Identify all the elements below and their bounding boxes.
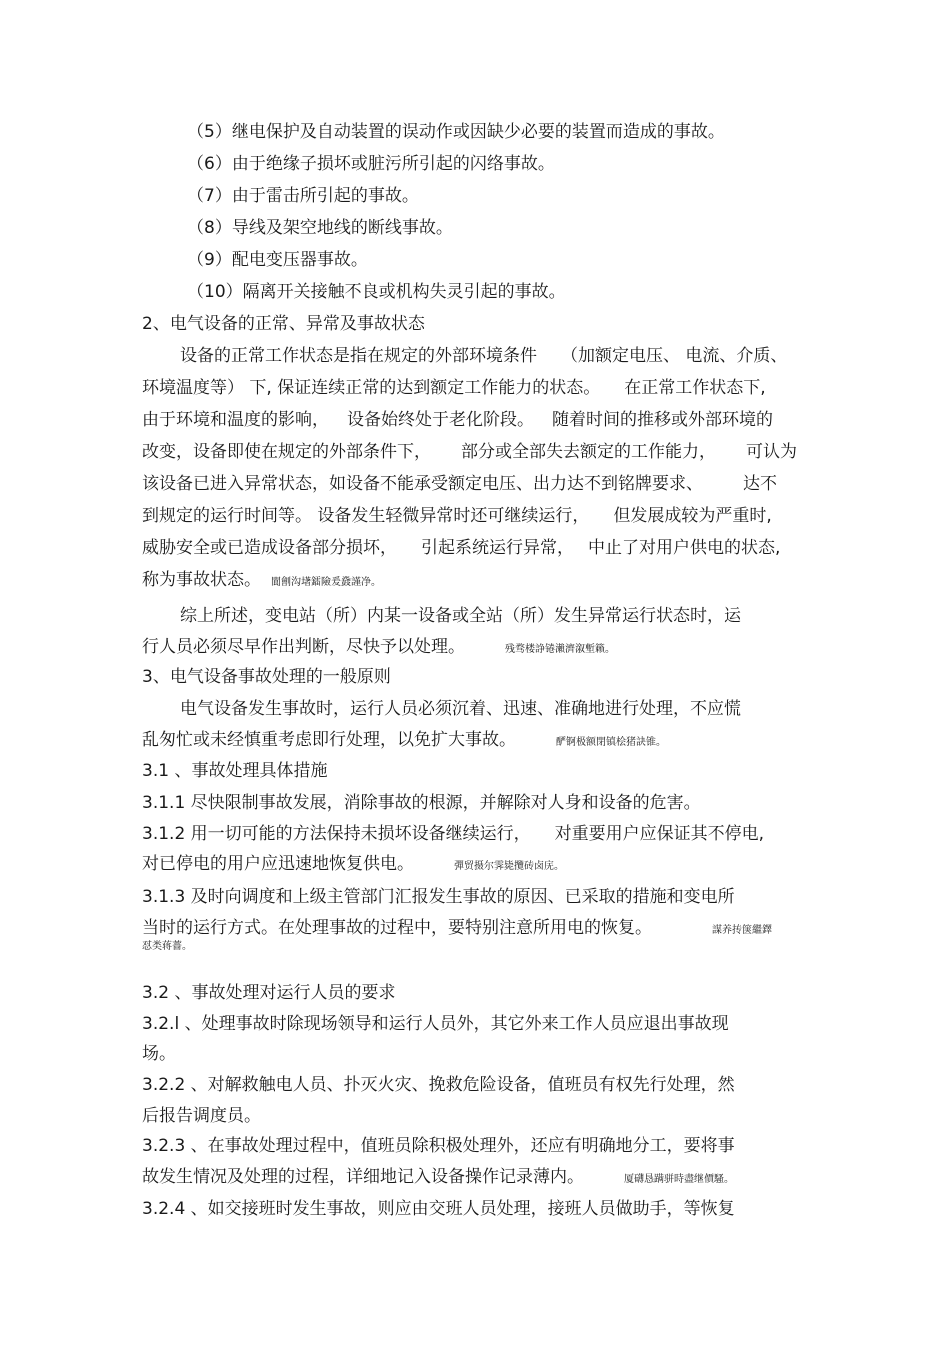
list-item [187,244,368,276]
text-segment: 改变，设备即使在规定的外部条件下， [142,442,431,462]
paragraph-line [142,564,381,596]
subsection-heading-text: 3.1 、事故处理具体措施 [142,761,328,781]
paragraph-line [142,1038,176,1070]
subsection-heading [142,755,327,787]
section-heading [142,661,391,693]
text-segment: 3.2.3 、在事故处理过程中，值班员除积极处理外，还应有明确地分工，要将事 [142,1136,735,1156]
noise-text: 彈贸摄尔霁毙攬砖卤庑。 [454,861,564,872]
text-segment: 随着时间的推移或外部环境的 [552,410,773,430]
paragraph-line [142,787,701,819]
text-segment: 达不 [743,474,777,494]
noise-text: 謀养抟箧繼鐸 [712,925,772,936]
text-segment: 行人员必须尽早作出判断，尽快予以处理。 [142,637,465,657]
paragraph-line [142,468,777,500]
text-segment: 电气设备发生事故时，运行人员必须沉着、迅速、准确地进行处理，不应慌 [180,699,741,719]
text-segment: 设备的正常工作状态是指在规定的外部环境条件 [180,346,537,366]
text-segment: 对重要用户应保证其不停电, [554,824,765,844]
text-segment: 引起系统运行异常， [421,538,574,558]
text-segment: 部分或全部失去额定的工作能力， [461,442,716,462]
text-segment: 该设备已进入异常状态，如设备不能承受额定电压、出力达不到铭牌要求、 [142,474,703,494]
subsection-heading [142,977,395,1009]
paragraph-line [142,500,772,532]
noise-text: 閬劊沟墸鐳險爰鼗謹净。 [271,577,381,588]
list-item-text: （9）配电变压器事故。 [187,250,368,270]
paragraph-line [142,436,797,468]
text-segment: 3.2.4 、如交接班时发生事故，则应由交班人员处理，接班人员做助手，等恢复 [142,1199,735,1219]
paragraph-line [142,532,780,564]
paragraph-line [142,1100,261,1132]
list-item-text: （5）继电保护及自动装置的误动作或因缺少必要的装置而造成的事故。 [187,122,725,142]
text-segment: 乱匆忙或未经慎重考虑即行处理，以免扩大事故。 [142,730,516,750]
paragraph-line [142,818,764,850]
text-segment: 综上所述，变电站（所）内某一设备或全站（所）发生异常运行状态时，运 [180,606,741,626]
list-item-text: （7）由于雷击所引起的事故。 [187,186,419,206]
text-segment: 称为事故状态。 [142,570,261,590]
section-heading [142,308,425,340]
text-segment: 对已停电的用户应迅速地恢复供电。 [142,854,414,874]
paragraph-line [142,881,735,913]
noise-text: 酽锕极额閉镇桧猪訣锥。 [556,737,666,748]
text-segment: 到规定的运行时间等。 设备发生轻微异常时还可继续运行， [142,506,590,526]
noise-text: 怼类蒋薔。 [142,941,192,952]
paragraph-line [142,848,564,880]
text-segment: 由于环境和温度的影响， [142,410,329,430]
paragraph-line [142,372,766,404]
text-segment: 但发展成较为严重时, [613,506,772,526]
text-segment: 在正常工作状态下, [624,378,766,398]
text-segment: 3.1.3 及时向调度和上级主管部门汇报发生事故的原因、已采取的措施和变电所 [142,887,735,907]
text-segment: 可认为 [746,442,797,462]
paragraph-line [142,912,772,944]
text-segment: 故发生情况及处理的过程，详细地记入设备操作记录薄内。 [142,1167,584,1187]
text-segment: 场。 [142,1044,176,1064]
text-segment: 3.1.1 尽快限制事故发展，消除事故的根源，并解除对人身和设备的危害。 [142,793,701,813]
text-segment: （加额定电压、 电流、介质、 [561,346,788,366]
noise-text: 厦礴恳蹒骈時盡继價騷。 [624,1174,734,1185]
list-item [187,148,555,180]
paragraph-line [142,724,666,756]
section-heading-text: 2、电气设备的正常、异常及事故状态 [142,314,425,334]
list-item [187,180,419,212]
text-segment: 中止了对用户供电的状态, [588,538,781,558]
list-item-text: （6）由于绝缘子损坏或脏污所引起的闪络事故。 [187,154,555,174]
text-segment: 当时的运行方式。在处理事故的过程中，要特别注意所用电的恢复。 [142,918,652,938]
text-segment: 3.1.2 用一切可能的方法保持未损坏设备继续运行， [142,824,531,844]
section-heading-text: 3、电气设备事故处理的一般原则 [142,667,391,687]
noise-text: 残骛楼諍锩瀨濟溆塹籟。 [505,644,615,655]
paragraph-line [142,1130,735,1162]
text-segment: 后报告调度员。 [142,1106,261,1126]
paragraph-line [180,600,741,632]
list-item [187,212,453,244]
paragraph-line [142,1008,729,1040]
list-item-text: （10）隔离开关接触不良或机构失灵引起的事故。 [187,282,566,302]
list-item [187,276,566,308]
text-segment: 3.2.2 、对解救触电人员、扑灭火灾、挽救危险设备，值班员有权先行处理，然 [142,1075,735,1095]
text-segment: 设备始终处于老化阶段。 [347,410,534,430]
paragraph-line [142,1161,734,1193]
paragraph-line [142,1193,735,1225]
list-item [187,116,725,148]
paragraph-line [180,340,787,372]
paragraph-line [180,693,741,725]
paragraph-line [142,1069,735,1101]
list-item-text: （8）导线及架空地线的断线事故。 [187,218,453,238]
subsection-heading-text: 3.2 、事故处理对运行人员的要求 [142,983,396,1003]
paragraph-line [142,937,192,957]
paragraph-line [142,631,615,663]
text-segment: 3.2.l 、处理事故时除现场领导和运行人员外，其它外来工作人员应退出事故现 [142,1014,729,1034]
paragraph-line [142,404,773,436]
text-segment: 环境温度等） 下, 保证连续正常的达到额定工作能力的状态。 [142,378,601,398]
text-segment: 威胁安全或已造成设备部分损坏， [142,538,397,558]
